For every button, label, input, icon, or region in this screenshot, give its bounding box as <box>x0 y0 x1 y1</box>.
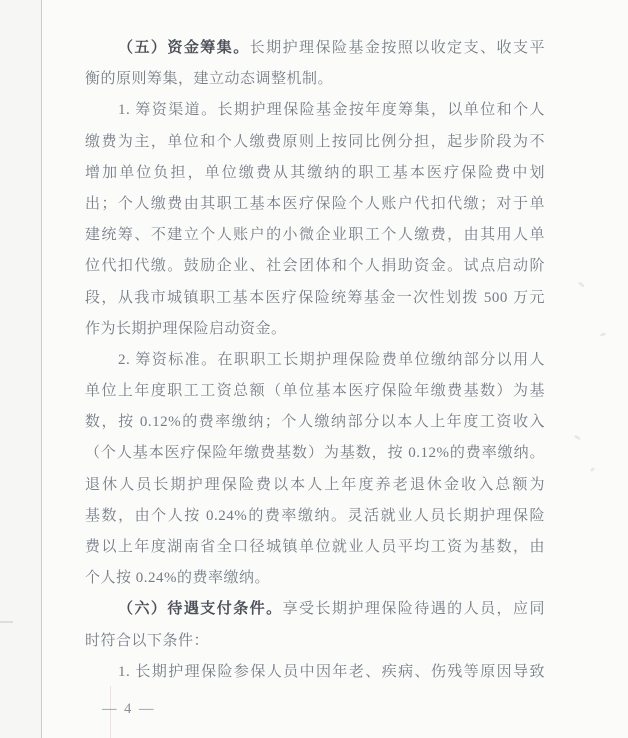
heading-run: （六）待遇支付条件。 <box>118 601 283 618</box>
text-line: 出；个人缴费由其职工基本医疗保险个人账户代扣代缴；对于单 <box>85 195 545 212</box>
text-line: 基数，由个人按 0.24%的费率缴纳。灵活就业人员长期护理保险 <box>85 507 545 524</box>
text-line: 时符合以下条件： <box>85 632 210 649</box>
scan-artifact-smudge <box>590 467 596 472</box>
text-line: 位代扣代缴。鼓励企业、社会团体和个人捐助资金。试点启动阶 <box>85 258 545 275</box>
text-line: 建统筹、不建立个人账户的小微企业职工个人缴费，由其用人单 <box>85 227 545 244</box>
text-line: 增加单位负担，单位缴费从其缴纳的职工基本医疗保险费中划 <box>85 164 545 181</box>
text-line: （六）待遇支付条件。享受长期护理保险待遇的人员，应同 <box>118 601 545 618</box>
page-number: — 4 — <box>102 701 156 717</box>
text-line: 缴费为主，单位和个人缴费原则上按同比例分担，起步阶段为不 <box>85 133 545 150</box>
document-lines <box>85 33 545 688</box>
scan-fold-line <box>41 0 42 738</box>
text-line: 1. 长期护理保险参保人员中因年老、疾病、伤残等原因导致 <box>118 663 545 680</box>
text-line: 个人按 0.24%的费率缴纳。 <box>85 570 270 587</box>
scan-artifact-smudge <box>600 332 607 337</box>
scan-margin-strip <box>0 0 41 738</box>
text-line: 数，按 0.12%的费率缴纳；个人缴纳部分以本人上年度工资收入 <box>85 414 545 431</box>
text-line: 作为长期护理保险启动资金。 <box>85 320 287 337</box>
text-line: 退休人员长期护理保险费以本人上年度养老退休金收入总额为 <box>85 476 545 493</box>
text-line: 1. 筹资渠道。长期护理保险基金按年度筹集，以单位和个人 <box>118 102 545 119</box>
text-line: 单位上年度职工工资总额（单位基本医疗保险年缴费基数）为基 <box>85 383 545 400</box>
heading-run: （五）资金筹集。 <box>118 40 250 56</box>
scan-artifact-dash <box>0 621 13 623</box>
text-line: 费以上年度湖南省全口径城镇单位就业人员平均工资为基数，由 <box>85 539 545 555</box>
scan-artifact-smudge <box>574 434 582 440</box>
scan-artifact-smudge <box>578 281 585 288</box>
text-line: （五）资金筹集。长期护理保险基金按照以收定支、收支平 <box>118 40 545 56</box>
text-line: 段，从我市城镇职工基本医疗保险统筹基金一次性划拨 500 万元 <box>85 289 545 306</box>
text-line: （个人基本医疗保险年缴费基数）为基数，按 0.12%的费率缴纳。 <box>85 445 545 462</box>
text-line: 2. 筹资标准。在职职工长期护理保险费单位缴纳部分以用人 <box>118 351 545 368</box>
text-line: 衡的原则筹集，建立动态调整机制。 <box>85 71 334 88</box>
